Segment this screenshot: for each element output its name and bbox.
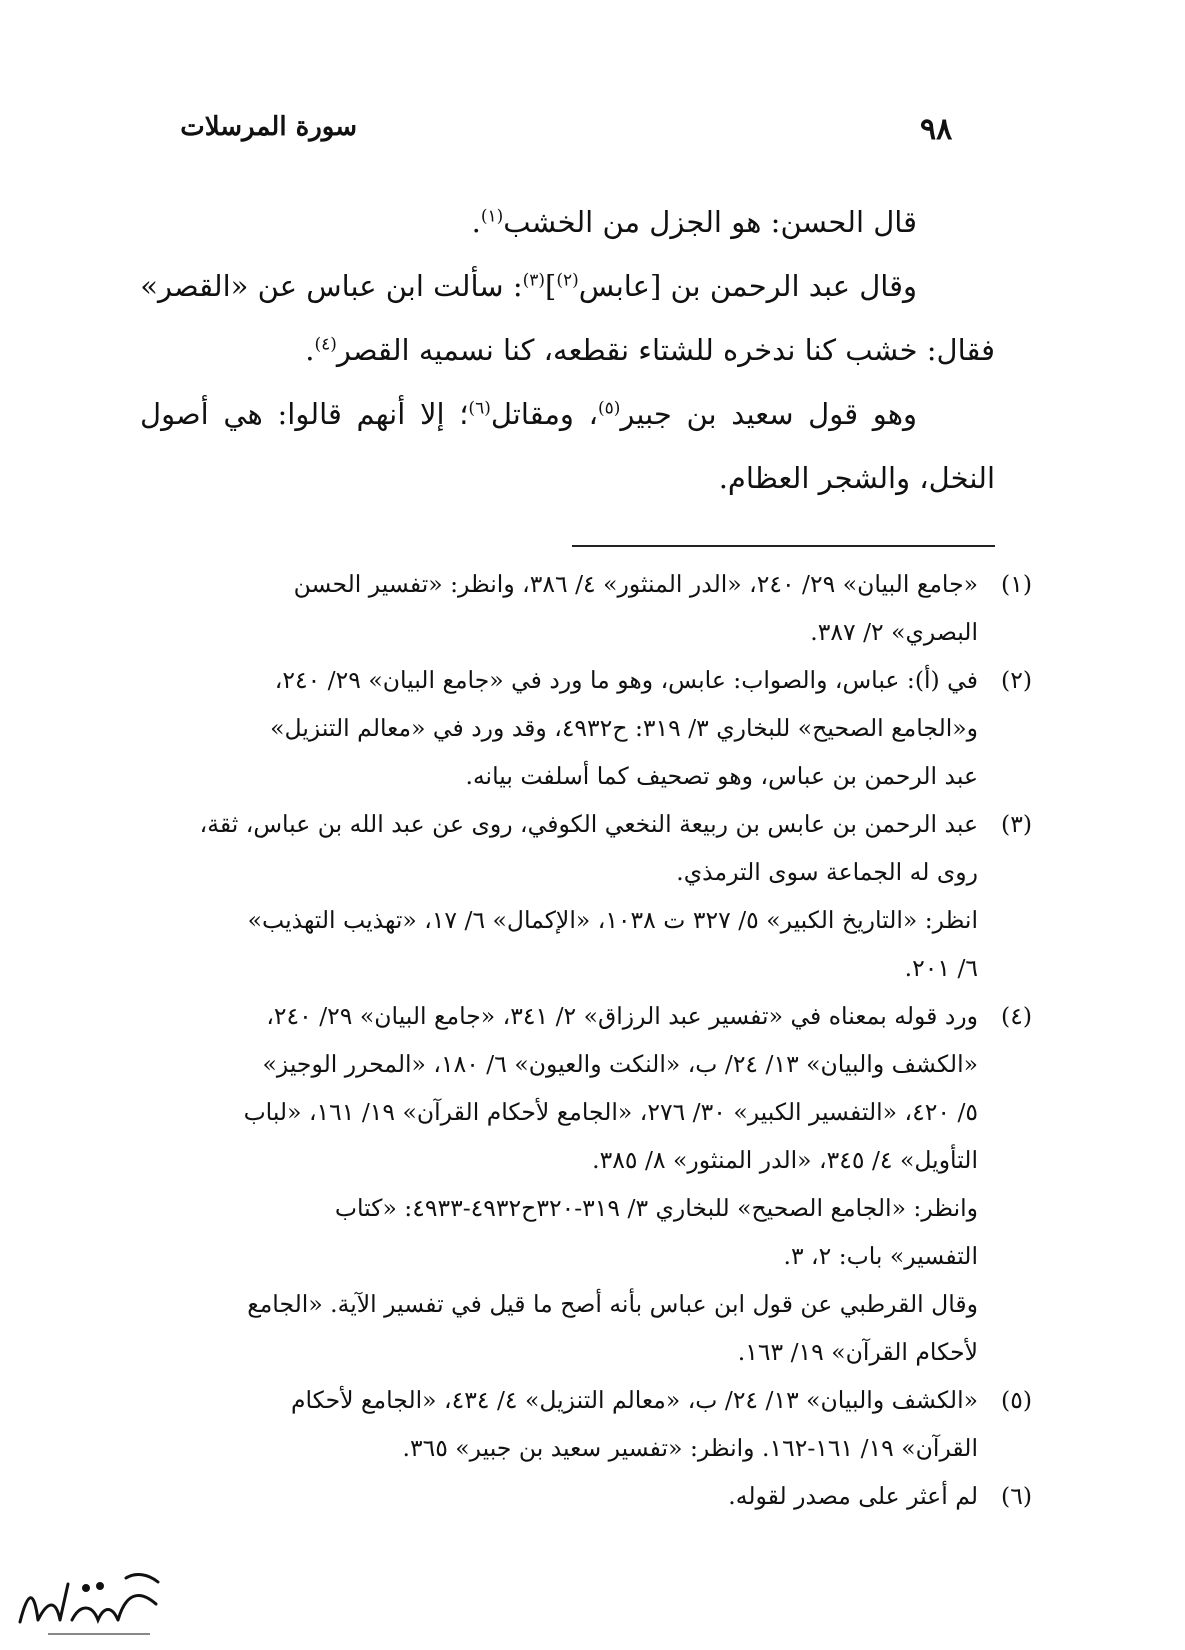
footnote-divider bbox=[572, 545, 995, 547]
footnote-line: عبد الرحمن بن عابس بن ربيعة النخعي الكوفي، روى عن عبد الله بن عباس، ثقة، bbox=[199, 810, 978, 838]
surah-title: سورة المرسلات bbox=[180, 112, 357, 142]
paragraph-4-text-a: وهو قول سعيد بن جبير bbox=[620, 397, 918, 431]
footnote-number: (٦) bbox=[1001, 1482, 1032, 1510]
paragraph-2-end: : سألت ابن عباس عن «القصر» bbox=[140, 269, 523, 303]
paragraph-4-text-b: ، ومقاتل bbox=[490, 397, 598, 431]
footnote-line: «الكشف والبيان» ١٣/ ٢٤/ ب، «النكت والعيون» ٦/ ١٨٠، «المحرر الوجيز» bbox=[262, 1050, 978, 1078]
footnote-2 bbox=[140, 656, 1032, 800]
footnote-line: و«الجامع الصحيح» للبخاري ٣/ ٣١٩: ح٤٩٣٢، وقد ورد في «معالم التنزيل» bbox=[270, 714, 978, 742]
paragraph-1-end: . bbox=[471, 205, 481, 239]
paragraph-2 bbox=[140, 254, 995, 318]
footnote-1 bbox=[140, 560, 1032, 656]
footnote-line: «جامع البيان» ٢٩/ ٢٤٠، «الدر المنثور» ٤/ ٣٨٦، وانظر: «تفسير الحسن bbox=[293, 570, 978, 598]
paragraph-4-end: ؛ إلا أنهم قالوا: هي أصول النخل، والشجر العظام. bbox=[140, 397, 995, 495]
footnote-line: في (أ): عباس، والصواب: عابس، وهو ما ورد في «جامع البيان» ٢٩/ ٢٤٠، bbox=[274, 666, 978, 694]
footnote-line: البصري» ٢/ ٣٨٧. bbox=[810, 618, 978, 646]
footnote-4 bbox=[140, 992, 1032, 1376]
footnote-number: (١) bbox=[1001, 570, 1032, 598]
paragraph-1 bbox=[140, 190, 995, 254]
footnote-line: وانظر: «الجامع الصحيح» للبخاري ٣/ ٣١٩-٣٢٠ح٤٩٣٢-٤٩٣٣: «كتاب bbox=[334, 1194, 978, 1222]
footnote-line: لأحكام القرآن» ١٩/ ١٦٣. bbox=[737, 1338, 978, 1366]
footnote-ref-5: (٥) bbox=[597, 398, 621, 419]
footnote-number: (٣) bbox=[1001, 810, 1032, 838]
footnote-line: ٥/ ٤٢٠، «التفسير الكبير» ٣٠/ ٢٧٦، «الجامع لأحكام القرآن» ١٩/ ١٦١، «لباب bbox=[243, 1098, 978, 1126]
footnote-ref-1: (١) bbox=[480, 206, 504, 227]
paragraph-1-text: قال الحسن: هو الجزل من الخشب bbox=[503, 205, 917, 239]
footnote-line: انظر: «التاريخ الكبير» ٥/ ٣٢٧ ت ١٠٣٨، «الإكمال» ٦/ ١٧، «تهذيب التهذيب» bbox=[247, 906, 978, 934]
main-text bbox=[140, 190, 995, 510]
paragraph-3-text: فقال: خشب كنا ندخره للشتاء نقطعه، كنا نسميه القصر bbox=[336, 333, 995, 367]
footnote-6 bbox=[140, 1472, 1032, 1520]
footnote-line: وقال القرطبي عن قول ابن عباس بأنه أصح ما قيل في تفسير الآية. «الجامع bbox=[247, 1290, 978, 1318]
footnote-number: (٥) bbox=[1001, 1386, 1032, 1414]
footnote-line: التأويل» ٤/ ٣٤٥، «الدر المنثور» ٨/ ٣٨٥. bbox=[592, 1146, 978, 1174]
page-number: ٩٨ bbox=[920, 112, 953, 147]
footnote-line: لم أعثر على مصدر لقوله. bbox=[728, 1482, 978, 1510]
paragraph-3-end: . bbox=[305, 333, 315, 367]
footnote-ref-4: (٤) bbox=[314, 334, 337, 355]
footnote-ref-6: (٦) bbox=[468, 398, 491, 419]
paragraph-3 bbox=[140, 318, 995, 382]
publisher-logo-icon bbox=[8, 1560, 168, 1642]
footnote-line: عبد الرحمن بن عباس، وهو تصحيف كما أسلفت بيانه. bbox=[465, 762, 978, 790]
paragraph-4 bbox=[140, 382, 995, 510]
footnote-line: التفسير» باب: ٢، ٣. bbox=[783, 1242, 978, 1270]
footnote-number: (٤) bbox=[1001, 1002, 1032, 1030]
paragraph-2-text-a: وقال عبد الرحمن بن [عابس bbox=[578, 269, 917, 303]
footnotes-section bbox=[140, 560, 1032, 1520]
footnote-5 bbox=[140, 1376, 1032, 1472]
footnote-line: روى له الجماعة سوى الترمذي. bbox=[676, 858, 978, 886]
footnote-ref-2: (٢) bbox=[556, 270, 579, 291]
footnote-3 bbox=[140, 800, 1032, 992]
footnote-line: ورد قوله بمعناه في «تفسير عبد الرزاق» ٢/ ٣٤١، «جامع البيان» ٢٩/ ٢٤٠، bbox=[266, 1002, 978, 1030]
footnote-ref-3: (٣) bbox=[522, 270, 546, 291]
footnote-number: (٢) bbox=[1001, 666, 1032, 694]
footnote-line: «الكشف والبيان» ١٣/ ٢٤/ ب، «معالم التنزيل» ٤/ ٤٣٤، «الجامع لأحكام bbox=[290, 1386, 978, 1414]
paragraph-2-text-b: ] bbox=[545, 269, 557, 303]
footnote-line: ٦/ ٢٠١. bbox=[904, 954, 978, 982]
footnote-line: القرآن» ١٩/ ١٦١-١٦٢. وانظر: «تفسير سعيد بن جبير» ٣٦٥. bbox=[402, 1434, 978, 1462]
